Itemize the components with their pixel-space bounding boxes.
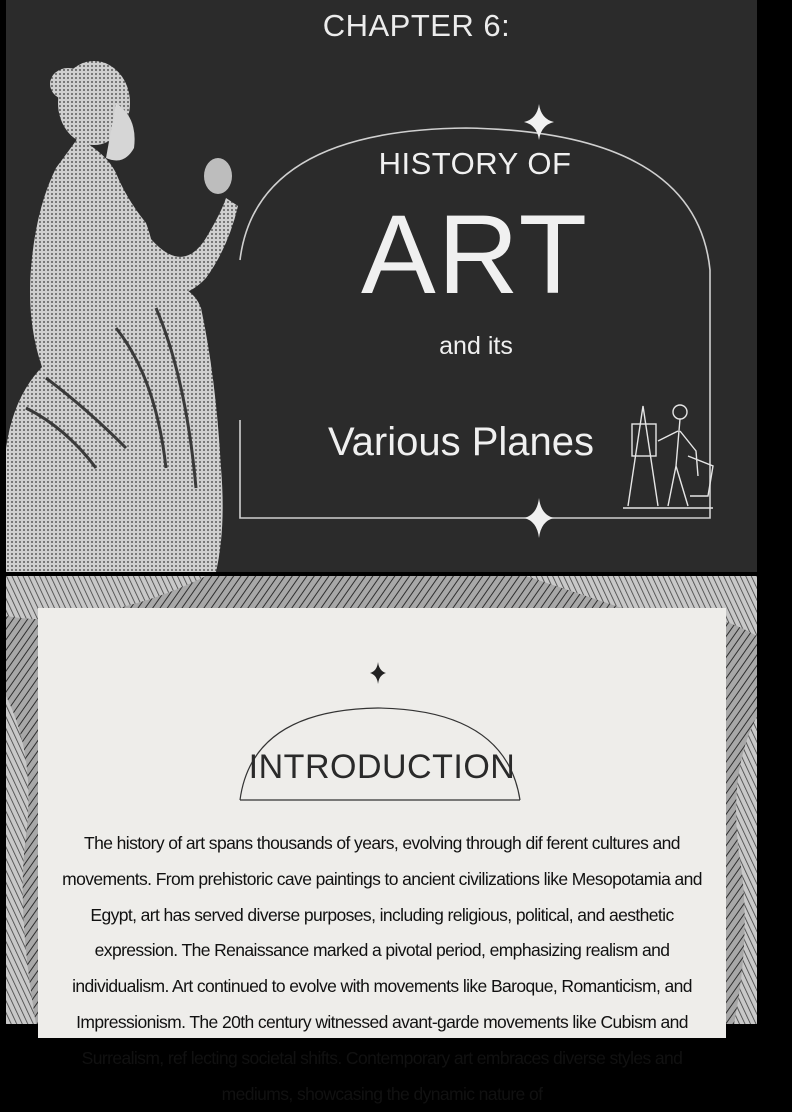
sparkle-icon — [370, 662, 386, 684]
introduction-body: The history of art spans thousands of years, evolving through dif ferent cultures and movements. From prehistoric cave paintings to ancient civilizations like Mesopotamia and Egypt, art has served diverse purposes, including religious, political, and aesthetic expression. The Renaissance marked a pivotal period, emphasizing realism and individualism. Art continued to evolve with movements like Baroque, Romanticism, and Impressionism. The 20th century witnessed avant-garde movements like Cubism and Surrealism, ref lecting societal shifts. Contemporary art embraces diverse styles and mediums, showcasing the dynamic nature of — [62, 833, 702, 1104]
painter-easel-illustration — [618, 396, 718, 516]
title-slide — [6, 0, 757, 572]
introduction-heading: INTRODUCTION — [248, 748, 516, 786]
introduction-slide — [6, 576, 757, 1104]
title-various-planes: Various Planes — [327, 420, 595, 464]
title-art: ART — [361, 192, 589, 317]
sparkle-icon — [524, 498, 554, 538]
sparkle-icon — [524, 104, 554, 140]
chapter-label: CHAPTER 6: — [322, 8, 511, 43]
title-and-its: and its — [439, 332, 513, 360]
title-history-of: HISTORY OF — [378, 146, 572, 181]
introduction-card — [38, 608, 726, 1104]
